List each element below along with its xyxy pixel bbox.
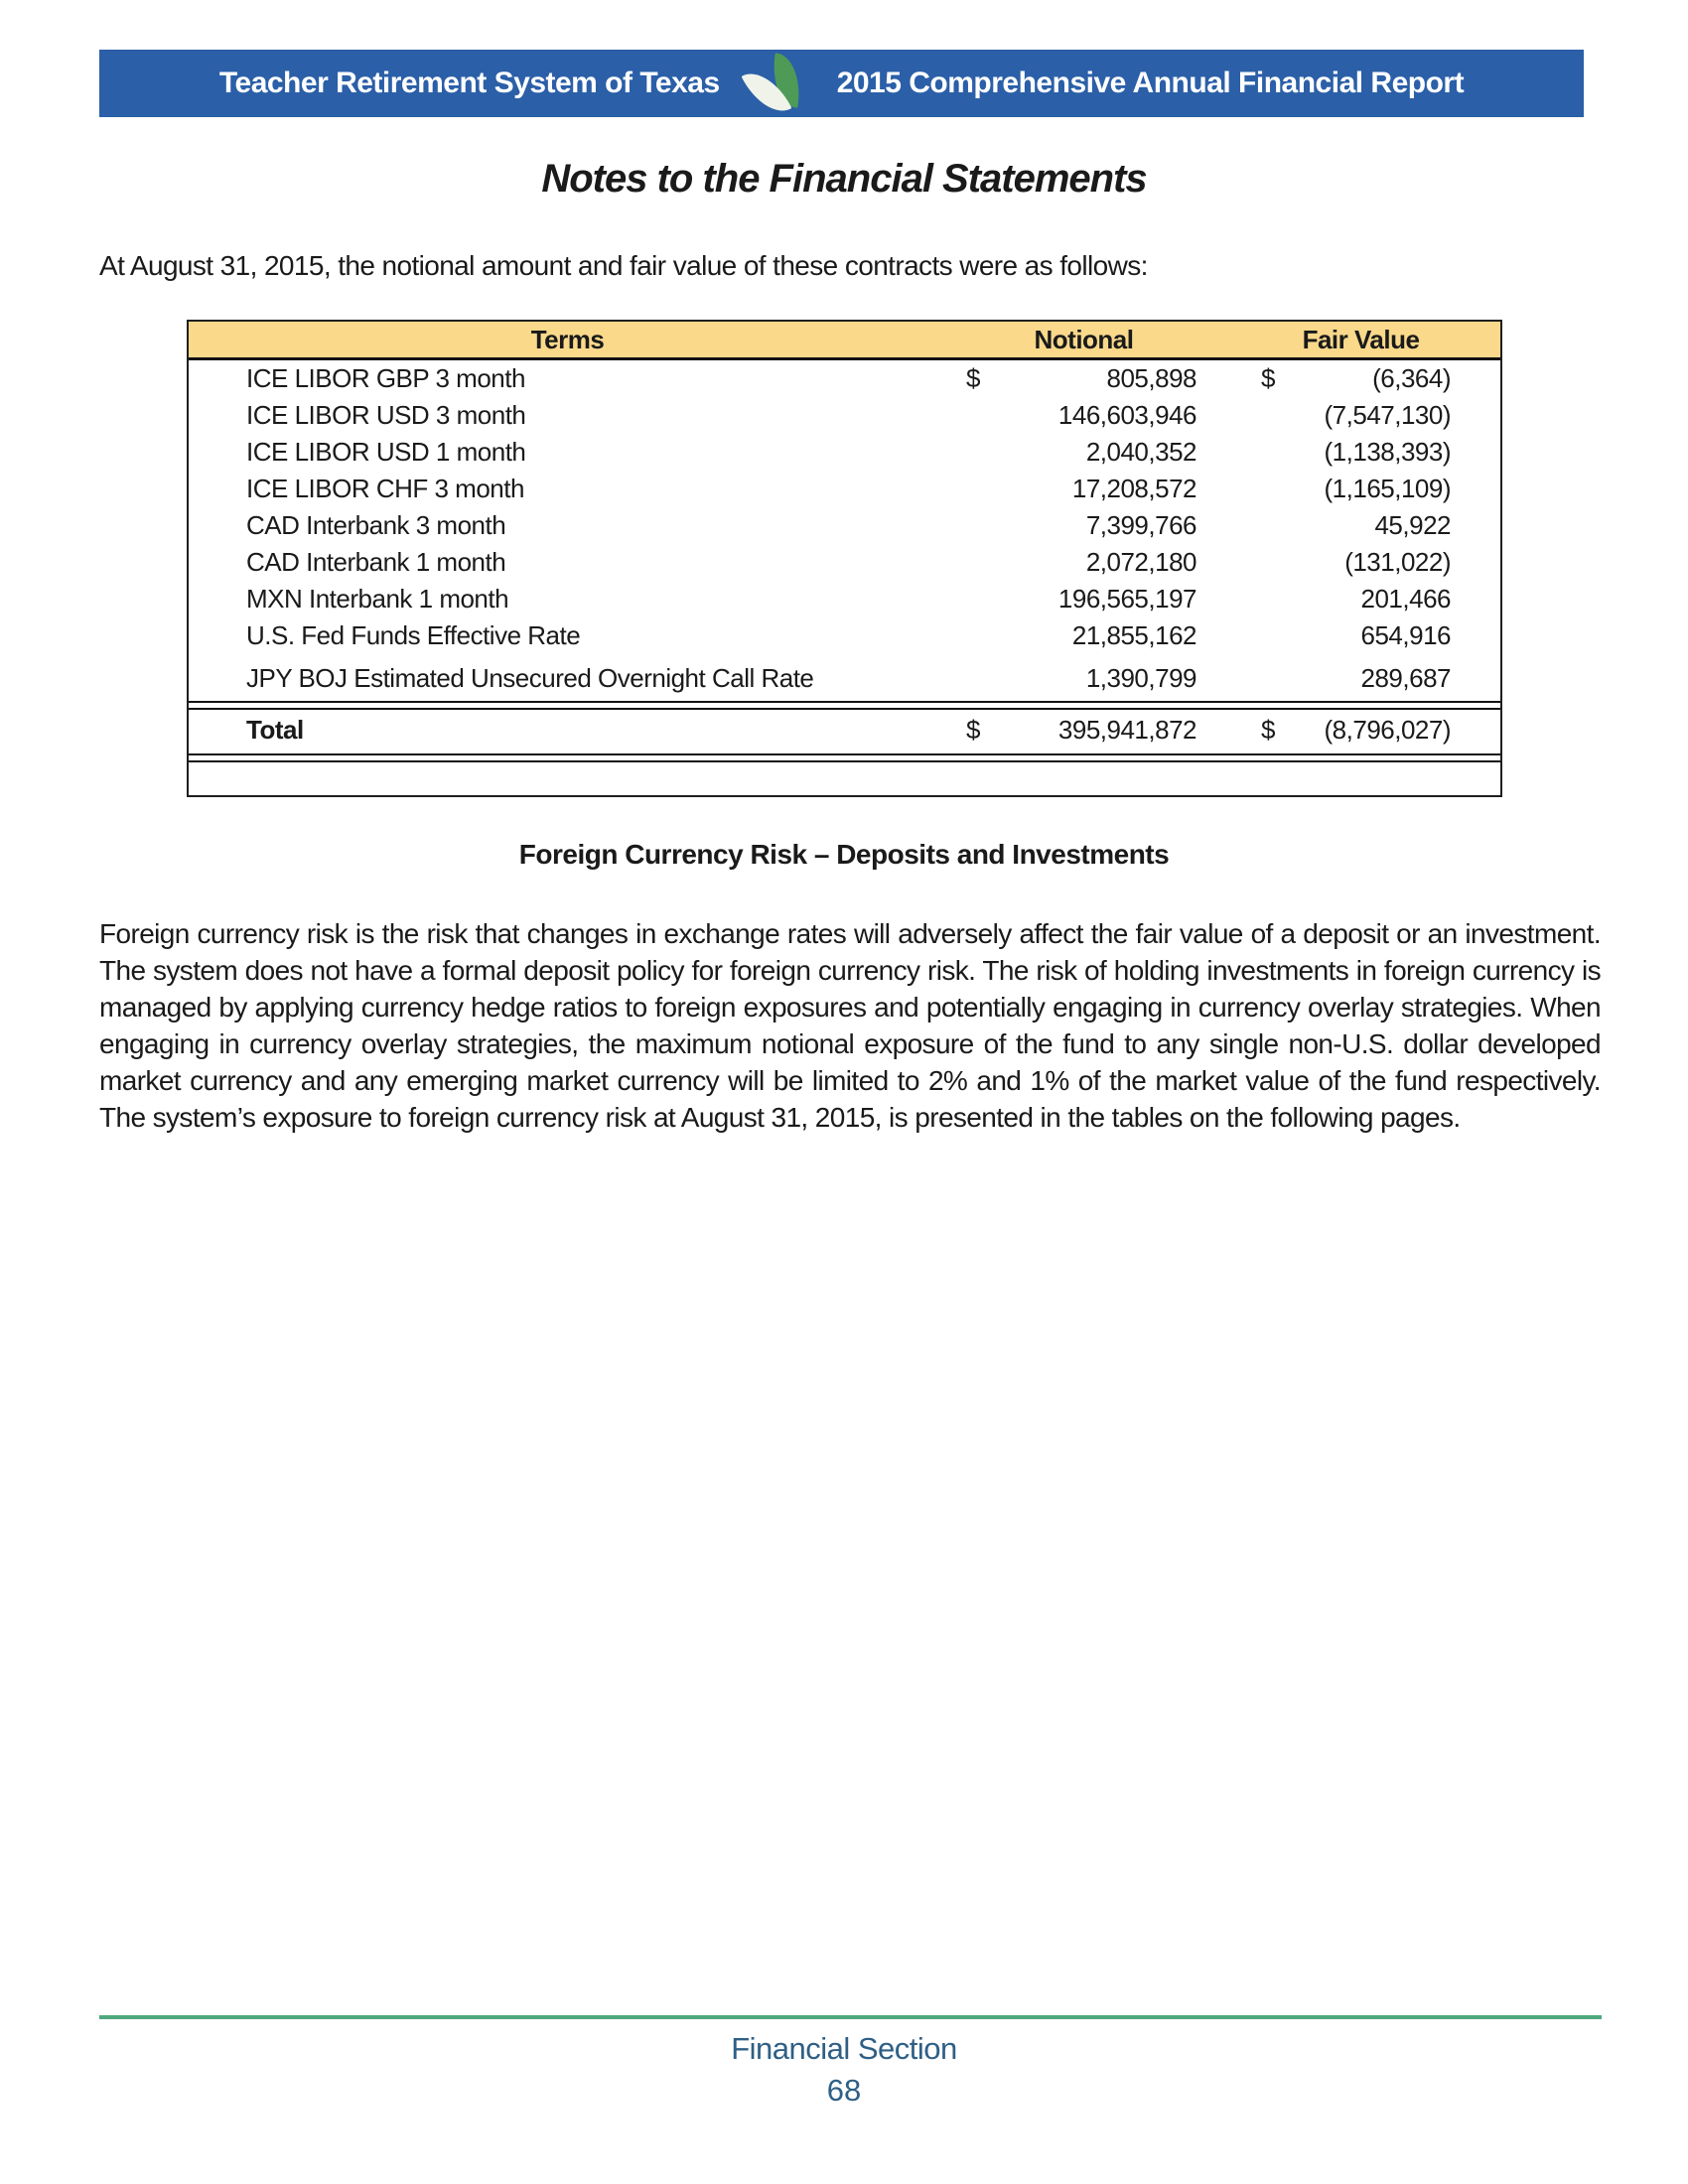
term-cell: U.S. Fed Funds Effective Rate [246,620,581,650]
term-cell: ICE LIBOR CHF 3 month [246,474,524,503]
term-cell: CAD Interbank 1 month [246,547,506,577]
body-paragraph: Foreign currency risk is the risk that changes in exchange rates will adversely affect the fair value of a deposit or an investment. The system does not have a formal deposit policy for foreign currency risk. The risk of holding investments in foreign currency is managed by applying currency hedge ratios to foreign exposures and potentially engaging in currency overlay strategies. When engaging in currency overlay strategies, the maximum notional exposure of the fund to any single non-U.S. dollar developed market currency and any emerging market currency will be limited to 2% and 1% of the market value of the fund respectively. The system’s exposure to foreign currency risk at August 31, 2015, is presented in the tables on the following pages. [99,918,1601,1133]
term-cell: ICE LIBOR USD 1 month [246,437,526,467]
table-row [189,507,1500,544]
total-bottom-rule [189,753,1500,762]
table-row [189,397,1500,434]
currency-symbol: $ [1261,363,1275,393]
total-fair-value: (8,796,027) [1324,714,1451,745]
section-heading: Foreign Currency Risk – Deposits and Investments [518,839,1170,870]
fair-value: (1,138,393) [1324,437,1451,467]
notional-value: 146,603,946 [1057,400,1196,430]
column-header-terms: Terms [530,324,605,354]
table-row [189,581,1500,617]
header-report-title: 2015 Comprehensive Annual Financial Report [836,67,1465,99]
footer-section-label: Financial Section [731,2031,957,2066]
fair-value: (131,022) [1344,547,1451,577]
column-header-notional: Notional [1034,324,1134,354]
trs-leaf-logo-icon [746,53,811,118]
header-banner [99,50,1584,117]
term-cell: ICE LIBOR GBP 3 month [246,363,525,393]
fair-value: 654,916 [1360,620,1451,650]
notional-value: 17,208,572 [1071,474,1196,503]
fair-value: 45,922 [1374,510,1451,540]
table-total-row [189,710,1500,750]
table-row [189,360,1500,397]
footer-divider-line [99,2015,1602,2019]
footer-page-number: 68 [826,2073,862,2108]
table-row [189,660,1500,697]
total-label: Total [246,714,304,745]
table-row [189,617,1500,654]
fair-value: 201,466 [1360,584,1451,614]
table-row [189,544,1500,581]
notional-value: 7,399,766 [1085,510,1196,540]
notional-value: 2,072,180 [1085,547,1196,577]
notional-fair-value-table [187,320,1502,797]
notional-value: 2,040,352 [1085,437,1196,467]
notional-value: 196,565,197 [1057,584,1196,614]
fair-value: (7,547,130) [1324,400,1451,430]
column-header-fair-value: Fair Value [1302,324,1420,354]
notional-value: 21,855,162 [1071,620,1196,650]
currency-symbol: $ [966,363,980,393]
fair-value: (1,165,109) [1324,474,1451,503]
notional-value: 805,898 [1106,363,1196,393]
header-org-title: Teacher Retirement System of Texas [218,67,720,99]
fair-value: (6,364) [1372,363,1451,393]
term-cell: JPY BOJ Estimated Unsecured Overnight Call Rate [246,663,814,693]
table-row [189,434,1500,471]
table-header-row [189,322,1500,360]
notional-value: 1,390,799 [1085,663,1196,693]
total-notional-value: 395,941,872 [1057,714,1196,745]
table-row [189,471,1500,507]
intro-sentence: At August 31, 2015, the notional amount and fair value of these contracts were as follows: [99,250,1148,281]
page-title: Notes to the Financial Statements [541,157,1147,201]
term-cell: ICE LIBOR USD 3 month [246,400,526,430]
currency-symbol: $ [966,714,980,745]
term-cell: MXN Interbank 1 month [246,584,509,614]
fair-value: 289,687 [1360,663,1451,693]
term-cell: CAD Interbank 3 month [246,510,506,540]
total-top-rule [189,701,1500,710]
currency-symbol: $ [1261,714,1275,745]
